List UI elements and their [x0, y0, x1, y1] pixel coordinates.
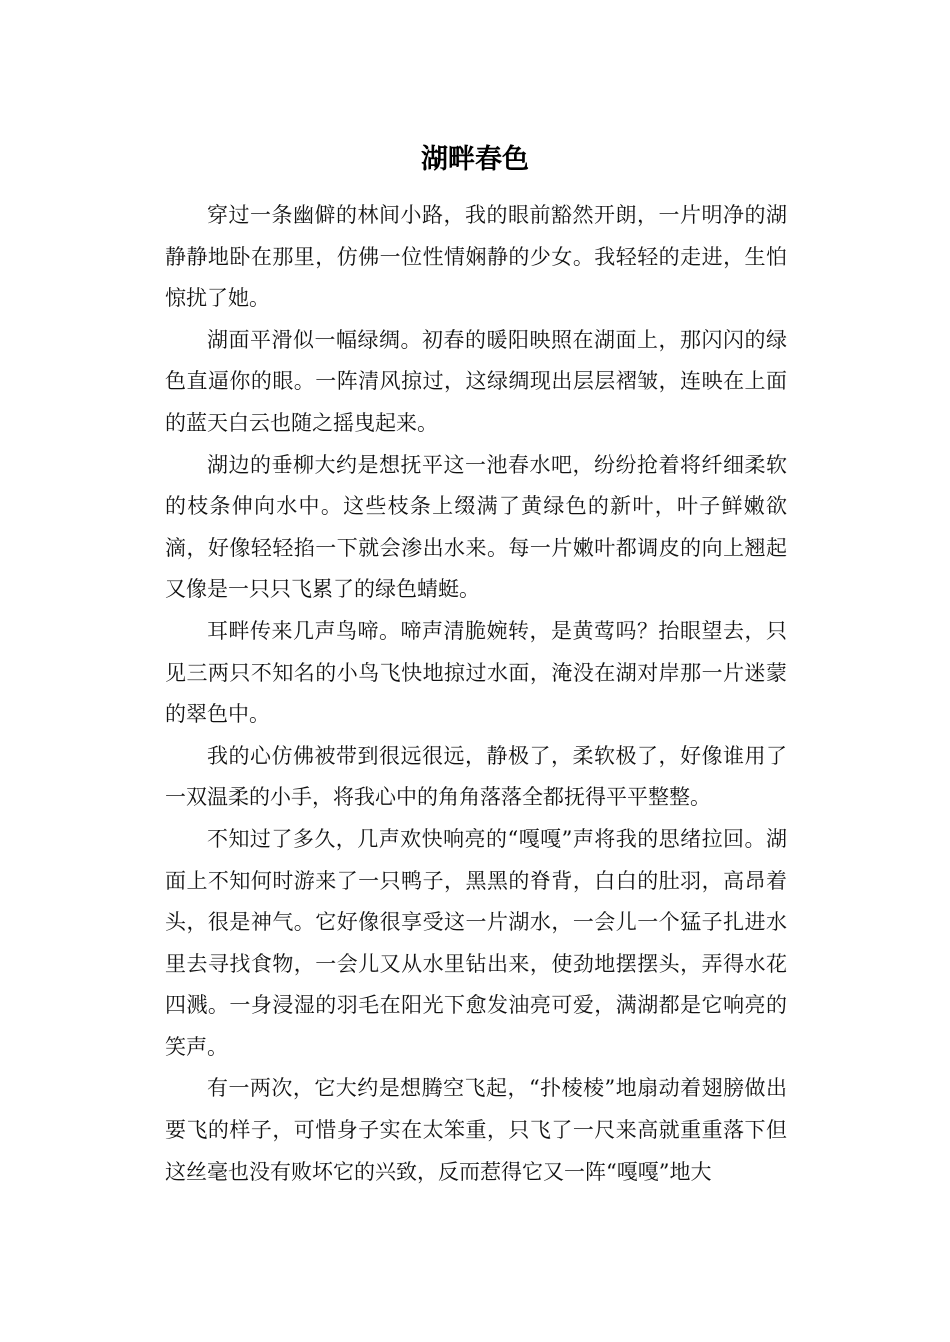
article-body — [165, 195, 787, 1193]
paragraph-5: 我的心仿佛被带到很远很远，静极了，柔软极了，好像谁用了一双温柔的小手，将我心中的角角落落全都抚得平平整整。 — [165, 743, 787, 810]
page-title: 湖畔春色 — [421, 144, 529, 175]
paragraph-7: 有一两次，它大约是想腾空飞起，“扑棱棱”地扇动着翅膀做出要飞的样子，可惜身子实在太笨重，只飞了一尺来高就重重落下但这丝毫也没有败坏它的兴致，反而惹得它又一阵“嘎嘎”地大 — [165, 1076, 787, 1184]
paragraph-4: 耳畔传来几声鸟啼。啼声清脆婉转，是黄莺吗？抬眼望去，只见三两只不知名的小鸟飞快地掠过水面，淹没在湖对岸那一片迷蒙的翠色中。 — [165, 618, 787, 727]
paragraph-1: 穿过一条幽僻的林间小路，我的眼前豁然开朗，一片明净的湖静静地卧在那里，仿佛一位性情娴静的少女。我轻轻的走进，生怕惊扰了她。 — [165, 203, 787, 311]
paragraph-3: 湖边的垂柳大约是想抚平这一池春水吧，纷纷抢着将纤细柔软的枝条伸向水中。这些枝条上缀满了黄绿色的新叶，叶子鲜嫩欲滴，好像轻轻掐一下就会渗出水来。每一片嫩叶都调皮的向上翘起又像是一只只飞累了的绿色蜻蜓。 — [165, 452, 787, 602]
paragraph-6: 不知过了多久，几声欢快响亮的“嘎嘎”声将我的思绪拉回。湖面上不知何时游来了一只鸭子，黑黑的脊背，白白的肚羽，高昂着头，很是神气。它好像很享受这一片湖水，一会儿一个猛子扎进水里去寻找食物，一会儿又从水里钻出来，使劲地摆摆头，弄得水花四溅。一身浸湿的羽毛在阳光下愈发油亮可爱，满湖都是它响亮的笑声。 — [165, 826, 787, 1059]
paragraph-2: 湖面平滑似一幅绿绸。初春的暖阳映照在湖面上，那闪闪的绿色直逼你的眼。一阵清风掠过，这绿绸现出层层褶皱，连映在上面的蓝天白云也随之摇曳起来。 — [165, 327, 787, 435]
